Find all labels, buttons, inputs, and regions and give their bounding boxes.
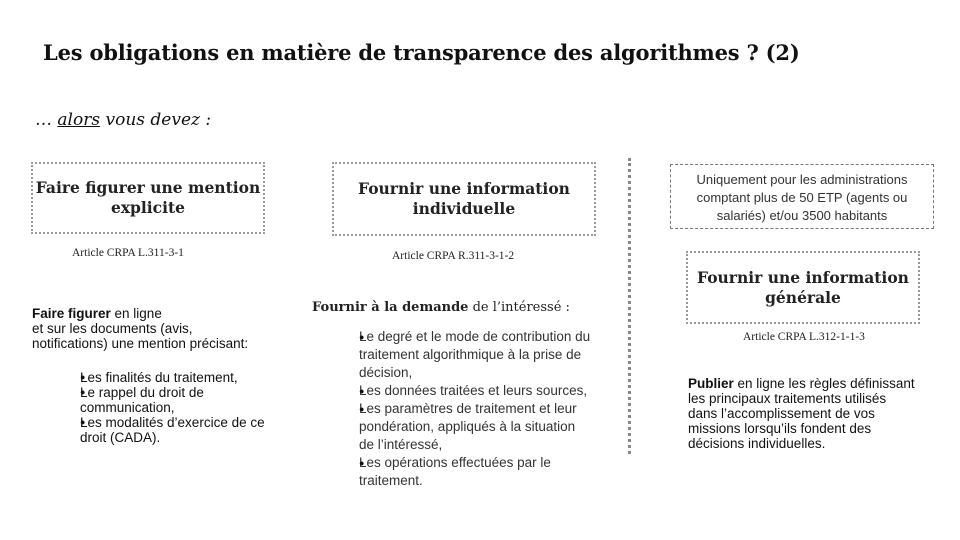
col1-intro-line1: en ligne: [110, 306, 162, 321]
generale-box-line2: générale: [765, 287, 841, 307]
scope-note-box: [670, 164, 934, 229]
mention-box-line1: Faire figurer une mention: [35, 178, 261, 197]
col3-body-line: dans l’accomplissement de vos: [688, 406, 875, 421]
subtitle-alors: alors: [57, 110, 101, 130]
list-item-line: traitement.: [359, 473, 423, 488]
note-line2: comptant plus de 50 ETP (agents ou: [696, 190, 908, 205]
slide-subtitle: [35, 110, 211, 130]
list-item-line: ● Les finalités du traitement,: [80, 370, 238, 385]
list-item-line: décision,: [359, 365, 413, 380]
col3-body-bold: Publier: [688, 376, 734, 391]
mention-explicite-box: [31, 162, 265, 234]
col2-intro-rest: de l’intéressé :: [468, 300, 570, 315]
col3-body-line: en ligne les règles définissant: [733, 376, 915, 391]
list-item-line: ● Les modalités d’exercice de ce: [80, 415, 265, 430]
individuelle-box-line1: Fournir une information: [358, 179, 570, 198]
note-line3: salariés) et/ou 3500 habitants: [716, 208, 888, 223]
subtitle-suffix: vous devez :: [100, 110, 212, 130]
col2-intro: [312, 300, 570, 315]
col1-intro-bold: Faire figurer: [32, 306, 111, 321]
list-item-line: ● Les données traitées et leurs sources,: [359, 383, 588, 398]
list-item: [326, 454, 621, 490]
mention-box-line2: explicite: [110, 198, 186, 217]
list-item: [48, 415, 288, 445]
col3-body: [688, 376, 948, 451]
list-item-line: droit (CADA).: [80, 430, 161, 445]
col1-intro-line2: et sur les documents (avis,: [32, 321, 193, 336]
list-item-line: pondération, appliqués à la situation: [359, 419, 576, 434]
list-item-line: ● Les paramètres de traitement et leur: [359, 401, 577, 416]
article-r311-3-1-2: Article CRPA R.311-3-1-2: [392, 250, 515, 262]
list-item: [326, 382, 621, 400]
list-item: [48, 370, 288, 385]
list-item-line: communication,: [80, 400, 175, 415]
information-generale-box: [686, 251, 920, 324]
col2-intro-bold: Fournir à la demande: [312, 300, 469, 315]
col3-body-line: décisions individuelles.: [688, 436, 826, 451]
col1-intro-line3: notifications) une mention précisant:: [32, 336, 249, 351]
article-l311-3-1: Article CRPA L.311-3-1: [72, 247, 184, 259]
subtitle-prefix: …: [35, 110, 58, 130]
col2-list: [326, 328, 621, 490]
column-divider: [628, 158, 631, 454]
col1-list: [48, 370, 288, 445]
slide-title: Les obligations en matière de transparence des algorithmes ? (2): [43, 40, 800, 65]
list-item: [326, 328, 621, 382]
col3-body-line: les principaux traitements utilisés: [688, 391, 887, 406]
list-item: [48, 385, 288, 415]
information-individuelle-box: [332, 162, 596, 236]
list-item-line: traitement algorithmique à la prise de: [359, 347, 582, 362]
list-item-line: de l’intéressé,: [359, 437, 443, 452]
list-item-line: ● Le degré et le mode de contribution du: [359, 329, 591, 344]
article-l312-1-1-3: Article CRPA L.312-1-1-3: [743, 331, 865, 343]
col1-intro: [32, 306, 302, 351]
note-line1: Uniquement pour les administrations: [696, 172, 908, 187]
list-item: [326, 400, 621, 454]
list-item-line: ● Les opérations effectuées par le: [359, 455, 551, 470]
individuelle-box-line2: individuelle: [412, 199, 516, 218]
col3-body-line: missions lorsqu’ils fondent des: [688, 421, 872, 436]
list-item-line: ● Le rappel du droit de: [80, 385, 204, 400]
generale-box-line1: Fournir une information: [697, 267, 909, 287]
